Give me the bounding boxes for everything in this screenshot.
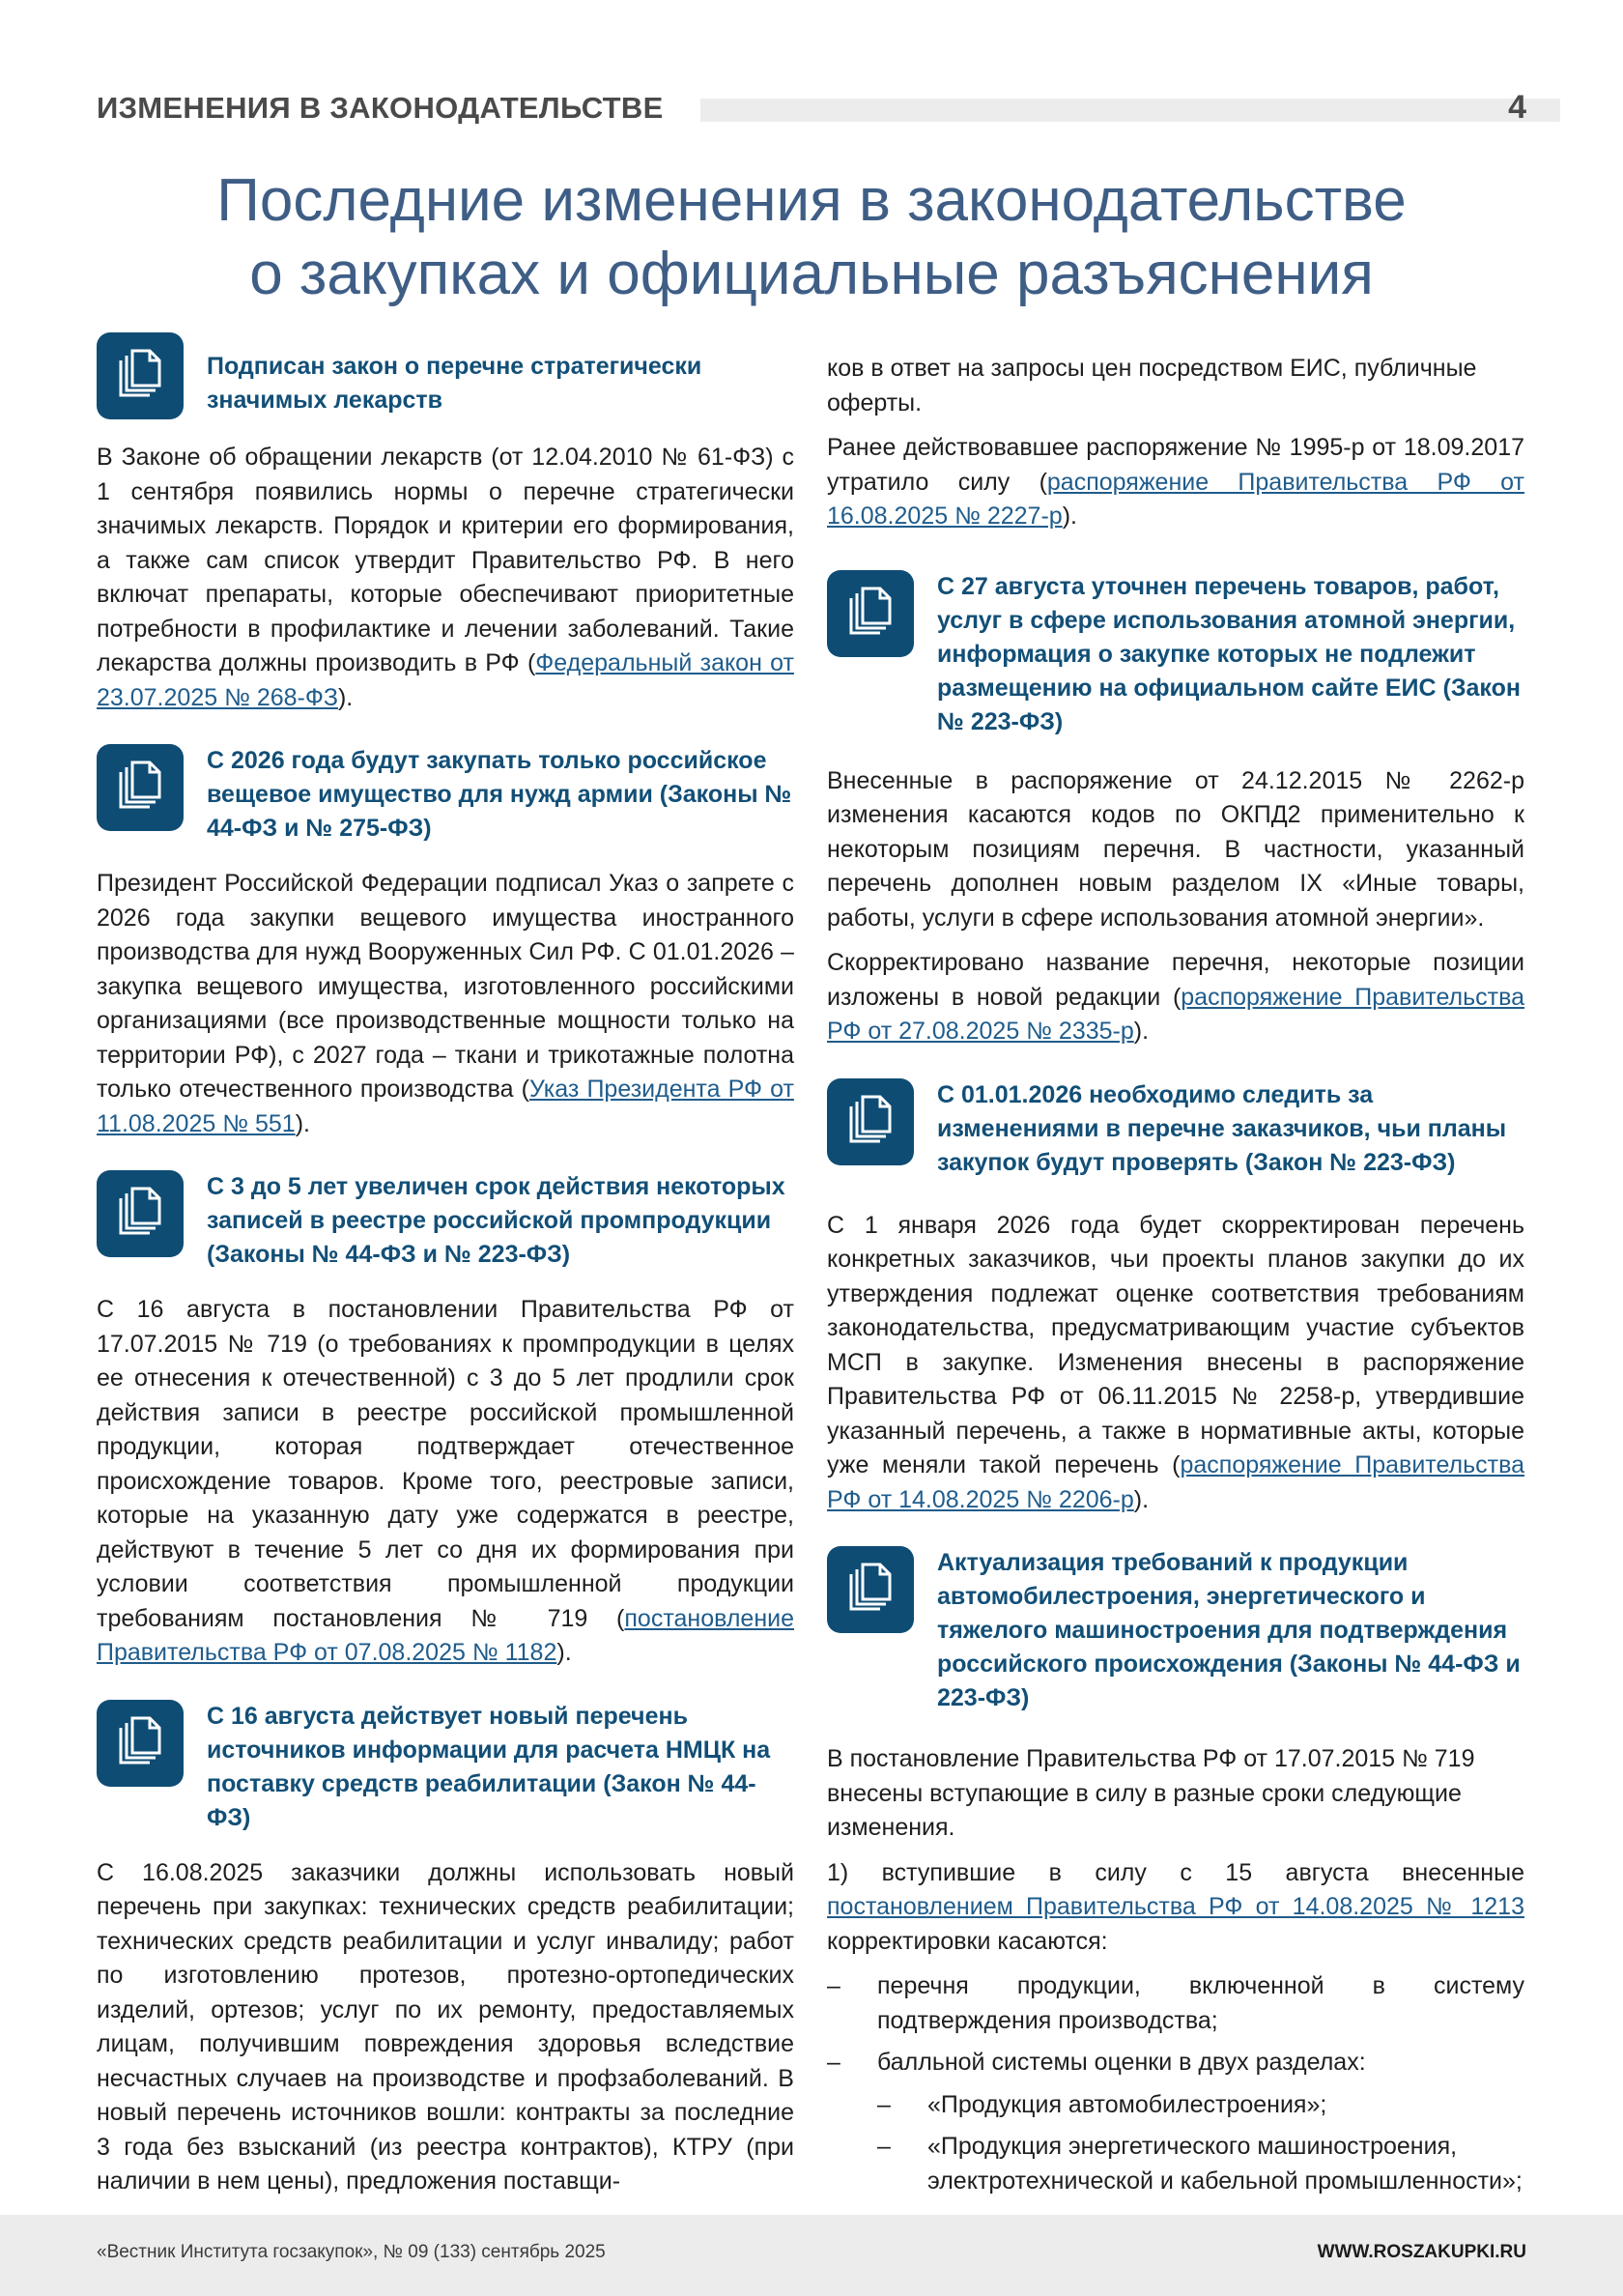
news-item bbox=[827, 1078, 1524, 1518]
news-item-body: В Законе об обращении лекарств (от 12.04.2010 № 61-ФЗ) с 1 сентября появились нормы о перечне стратегически значимых лекарств. Порядок и критерии его формирования, а также сам список утвердит Правительство РФ. В него включат препараты, которые обеспечивают приоритетные потребности в профилактике и лечении заболеваний. Такие лекарства должны производить в РФ (Федеральный закон от 23.07.2025 № 268-ФЗ). bbox=[97, 444, 794, 711]
sub-list-item: – «Продукция энергетического машиностроения, электротехнической и кабельной промышленности»; bbox=[827, 2130, 1524, 2198]
law-link[interactable]: постановлением Правительства РФ от 14.08.2025 № 1213 bbox=[827, 1893, 1524, 1920]
sub-list-item: – «Продукция автомобилестроения»; bbox=[827, 2088, 1524, 2123]
news-item-heading-block bbox=[97, 332, 794, 419]
news-item-heading: С 2026 года будут закупать только российское вещевое имущество для нужд армии (Законы № 44-ФЗ и № 275-ФЗ) bbox=[207, 747, 792, 842]
documents-icon bbox=[97, 1170, 184, 1257]
publication-info: «Вестник Института госзакупок», № 09 (133) сентябрь 2025 bbox=[97, 2242, 606, 2262]
documents-icon bbox=[97, 1700, 184, 1787]
news-item bbox=[827, 570, 1524, 1049]
news-item-body: С 16 августа в постановлении Правительства РФ от 17.07.2015 № 719 (о требованиях к промпродукции в целях ее отнесения к отечественной) с 3 до 5 лет продлили срок действия записи в реестре российской промышленной продукции, которая подтверждает отечественное происхождение товаров. Кроме того, реестровые записи, которые на указанную дату уже содержатся в реестре, действуют в течение 5 лет со дня их формирования при условии соответствия промышленной продукции требованиям постановления № 719 (постановление Правительства РФ от 07.08.2025 № 1182). bbox=[97, 1296, 794, 1666]
continuation-text-2: Ранее действовавшее распоряжение № 1995-р от 18.09.2017 утратило силу (распоряжение Правительства РФ от 16.08.2025 № 2227-р). bbox=[827, 434, 1524, 530]
news-item-heading-block bbox=[97, 1170, 794, 1272]
news-item-heading-block bbox=[97, 1700, 794, 1835]
news-item-heading: С 01.01.2026 необходимо следить за изменениями в перечне заказчиков, чьи планы закупок будут проверять (Закон № 223-ФЗ) bbox=[937, 1080, 1507, 1176]
documents-icon bbox=[97, 744, 184, 831]
news-item-heading: С 27 августа уточнен перечень товаров, работ, услуг в сфере использования атомной энергии, информация о закупке которых не подлежит размещению на официальном сайте ЕИС (Закон № 223-ФЗ) bbox=[937, 572, 1521, 735]
list-item: – балльной системы оценки в двух разделах: bbox=[827, 2046, 1524, 2081]
news-item-body: 1) вступившие в силу с 15 августа внесенные постановлением Правительства РФ от 14.08.2025 № 1213 корректировки касаются: bbox=[827, 1858, 1524, 1955]
news-item-body: Президент Российской Федерации подписал Указ о запрете с 2026 года закупки вещевого имущества иностранного производства для нужд Вооруженных Сил РФ. С 01.01.2026 – закупка вещевого имущества, изготовленного российскими организациями (все производственные мощности только на территории РФ), с 2027 года – ткани и трикотажные полотна только отечественного производства (Указ Президента РФ от 11.08.2025 № 551). bbox=[97, 870, 794, 1137]
header-divider-bar bbox=[700, 99, 1560, 122]
news-item-heading: С 3 до 5 лет увеличен срок действия некоторых записей в реестре российской промпродукции (Законы № 44-ФЗ и № 223-ФЗ) bbox=[207, 1173, 785, 1268]
documents-icon bbox=[827, 570, 914, 657]
news-item-heading-block bbox=[827, 1078, 1524, 1180]
continuation-text: ков в ответ на запросы цен посредством ЕИС, публичные оферты. bbox=[827, 355, 1477, 416]
right-column bbox=[827, 352, 1524, 2227]
page-title-line-2: о закупках и официальные разъяснения bbox=[249, 241, 1374, 307]
news-item-body: С 1 января 2026 года будет скорректирован перечень конкретных заказчиков, чьи проекты планов закупки до их утверждения подлежат оценке соответствия требованиям законодательства, предусматривающим участие субъектов МСП в закупке. Изменения внесены в распоряжение Правительства РФ от 06.11.2015 № 2258-р, утвердившие указанный перечень, а также в нормативные акты, которые уже меняли такой перечень (распоряжение Правительства РФ от 14.08.2025 № 2206-р). bbox=[827, 1211, 1525, 1513]
news-item-body: Внесенные в распоряжение от 24.12.2015 № 2262-р изменения касаются кодов по ОКПД2 применительно к некоторым позициям перечня. В частности, указанный перечень дополнен новым разделом IX «Иные товары, работы, услуги в сфере использования атомной энергии». bbox=[827, 766, 1524, 932]
list-item: – перечня продукции, включенной в систему подтверждения производства; bbox=[827, 1969, 1524, 2038]
law-link[interactable]: распоряжение Правительства РФ от 16.08.2025 № 2227-р bbox=[827, 468, 1524, 530]
news-item-body: В постановление Правительства РФ от 17.07.2015 № 719 внесены вступающие в силу в разные сроки следующие изменения. bbox=[827, 1745, 1475, 1841]
news-item bbox=[97, 1170, 794, 1671]
section-label: ИЗМЕНЕНИЯ В ЗАКОНОДАТЕЛЬСТВЕ bbox=[97, 91, 664, 125]
news-item-body: Скорректировано название перечня, некоторые позиции изложены в новой редакции (распоряжение Правительства РФ от 27.08.2025 № 2335-р). bbox=[827, 949, 1525, 1045]
page-title-line-1: Последние изменения в законодательстве bbox=[216, 167, 1407, 234]
documents-icon bbox=[97, 332, 184, 419]
documents-icon bbox=[827, 1546, 914, 1633]
law-link[interactable]: Федеральный закон от 23.07.2025 № 268-ФЗ bbox=[97, 649, 794, 711]
law-link[interactable]: Указ Президента РФ от 11.08.2025 № 551 bbox=[97, 1076, 794, 1137]
left-column bbox=[97, 332, 794, 2228]
page-footer bbox=[0, 2215, 1623, 2296]
law-link[interactable]: распоряжение Правительства РФ от 27.08.2025 № 2335-р bbox=[827, 983, 1525, 1045]
documents-icon bbox=[827, 1078, 914, 1165]
news-item-heading: Подписан закон о перечне стратегически значимых лекарств bbox=[207, 353, 702, 414]
news-item bbox=[827, 1546, 1524, 2198]
website-link[interactable]: WWW.ROSZAKUPKI.RU bbox=[1317, 2242, 1526, 2262]
page-number: 4 bbox=[1508, 89, 1526, 126]
news-item-body: С 16.08.2025 заказчики должны использовать новый перечень при закупках: технических средств реабилитации; технических средств реабилитации и услуг инвалиду; работ по изготовлению протезов, протезно-ортопедических изделий, ортезов; услуг по их ремонту, предоставляемых лицам, получившим повреждения здоровья вследствие несчастных случаев на производстве и профзаболеваний. В новый перечень источников вошли: контракты за последние 3 года без взысканий (из реестра контрактов), КТРУ (при наличии в нем цены), предложения поставщи- bbox=[97, 1858, 794, 2195]
news-item-heading: Актуализация требований к продукции автомобилестроения, энергетического и тяжелого машиностроения для подтверждения российского происхождения (Законы № 44-ФЗ и 223-ФЗ) bbox=[937, 1549, 1521, 1711]
news-item bbox=[97, 1700, 794, 2199]
page-title bbox=[0, 164, 1623, 311]
page-header bbox=[97, 89, 1526, 128]
news-item-heading-block bbox=[827, 570, 1524, 739]
news-item bbox=[97, 744, 794, 1141]
news-item-heading: С 16 августа действует новый перечень источников информации для расчета НМЦК на поставку средств реабилитации (Закон № 44-ФЗ) bbox=[207, 1702, 771, 1831]
news-item bbox=[97, 332, 794, 715]
law-link[interactable]: распоряжение Правительства РФ от 14.08.2025 № 2206-р bbox=[827, 1451, 1525, 1513]
law-link[interactable]: постановление Правительства РФ от 07.08.2025 № 1182 bbox=[97, 1604, 794, 1666]
news-item-heading-block bbox=[827, 1546, 1524, 1715]
news-item-heading-block bbox=[97, 744, 794, 846]
